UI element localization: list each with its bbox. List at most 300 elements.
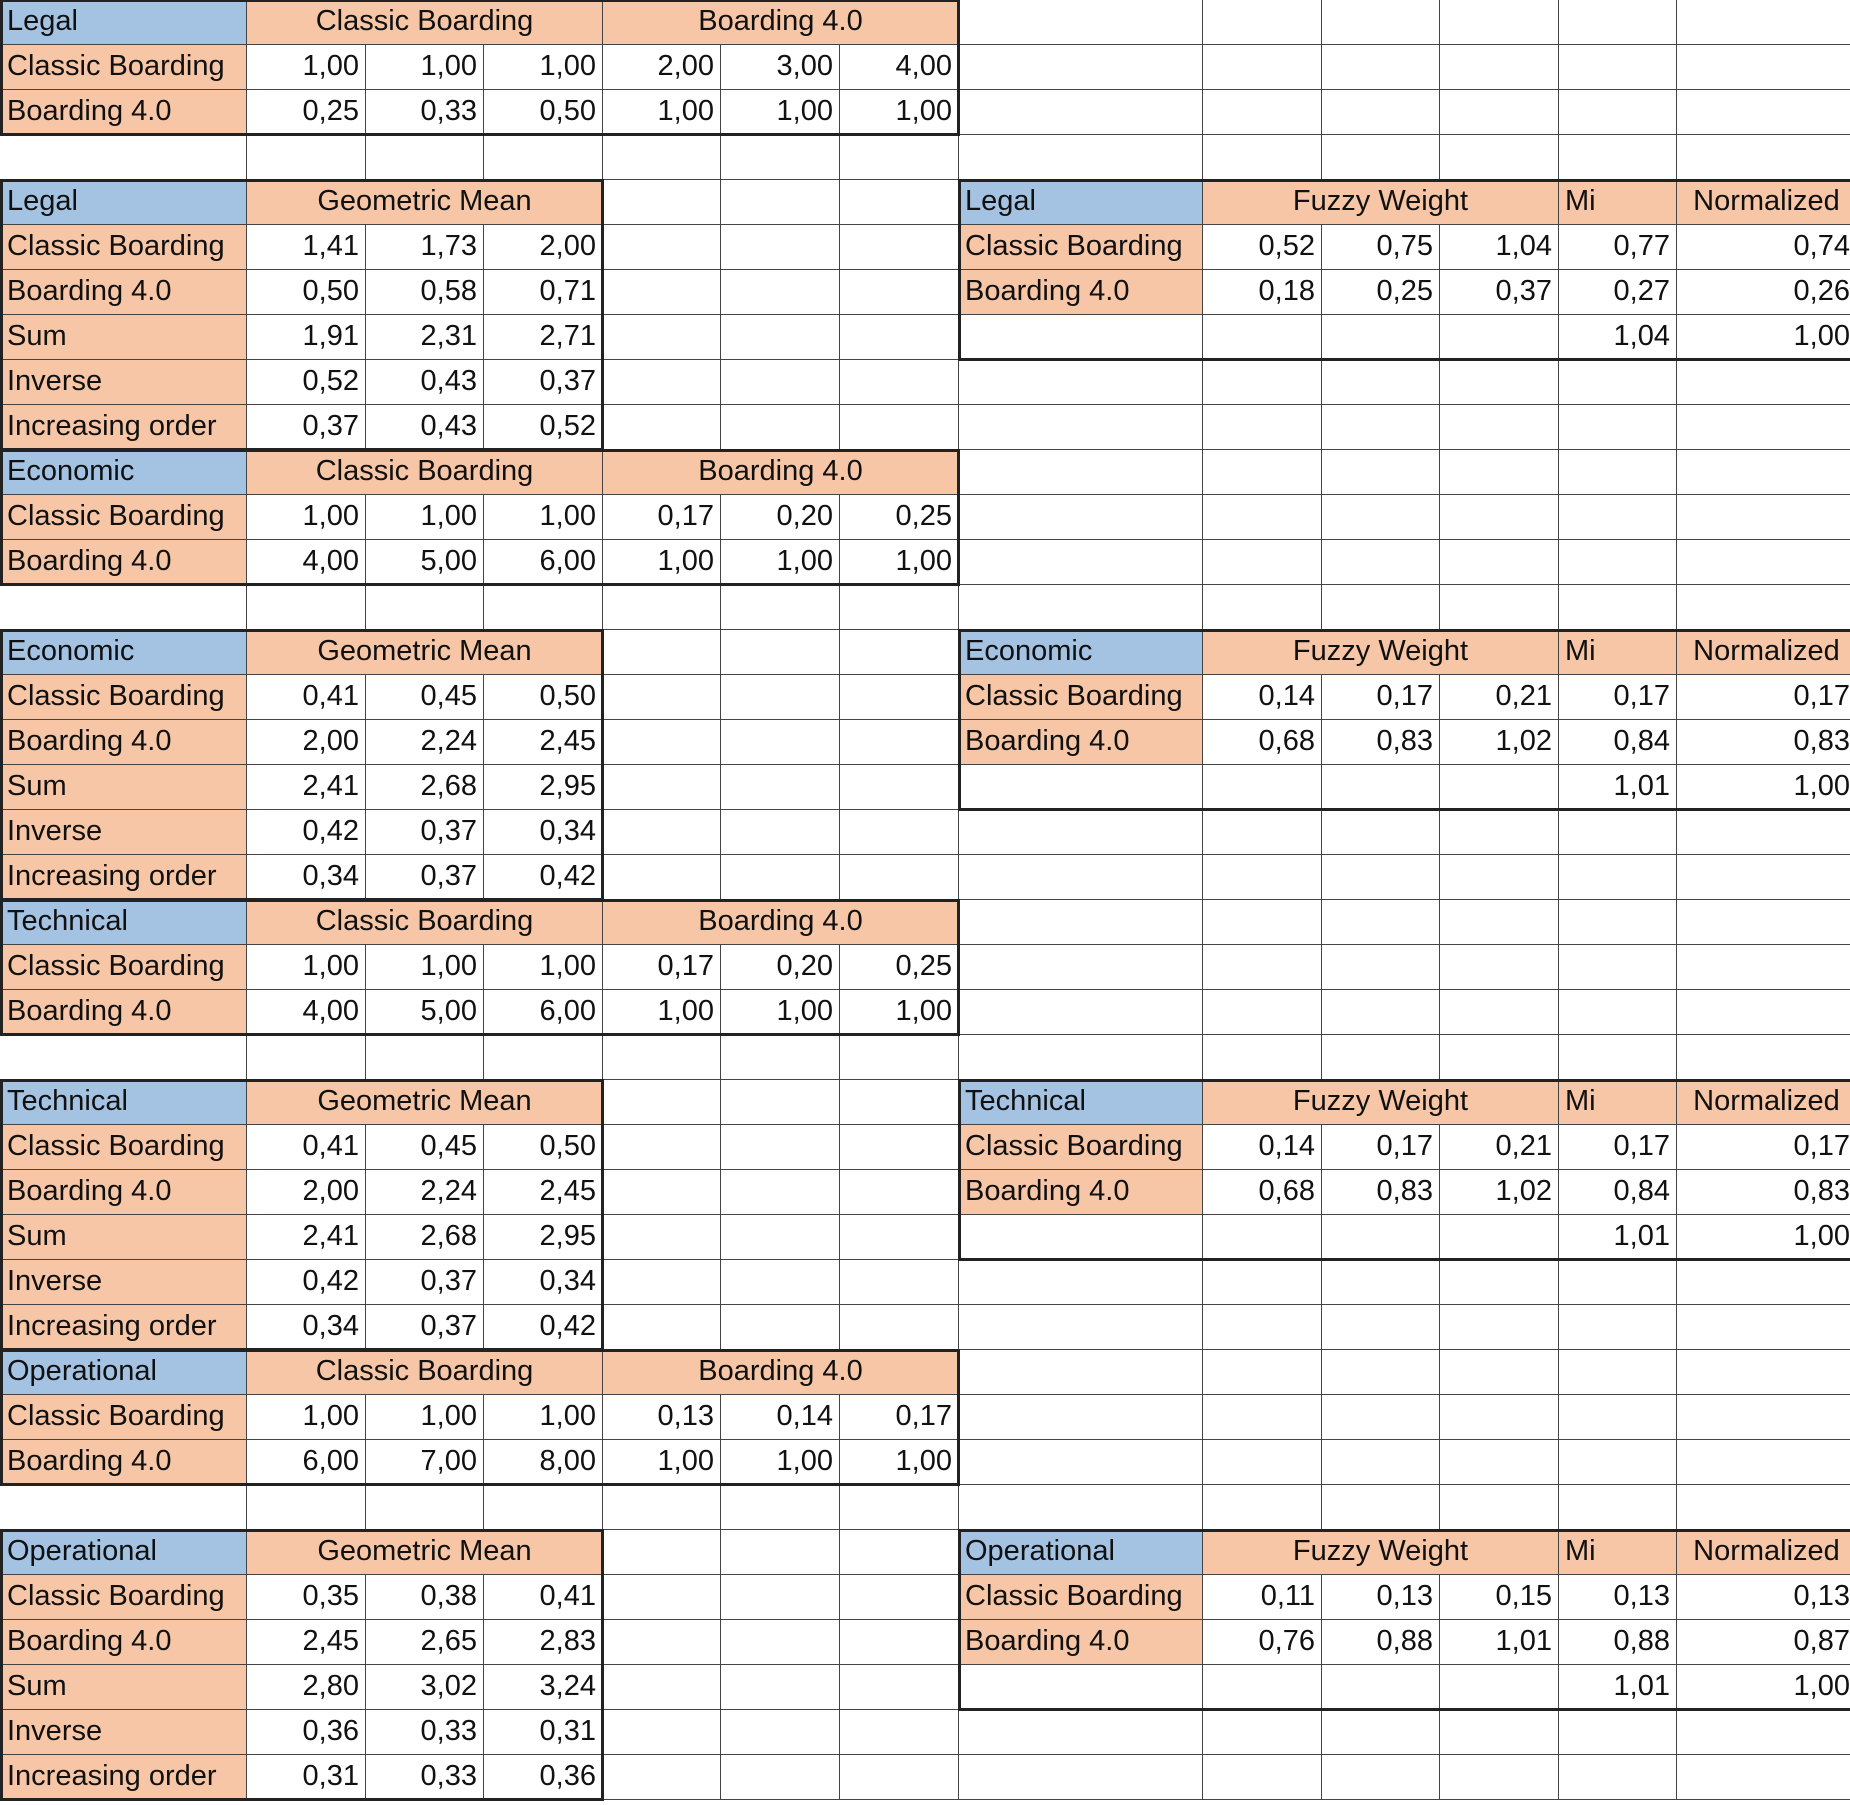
empty-cell[interactable]	[1322, 1395, 1440, 1440]
row-label[interactable]: Sum	[1, 1215, 247, 1260]
empty-cell[interactable]	[1203, 1440, 1322, 1485]
empty-cell[interactable]	[1322, 1665, 1440, 1710]
value-cell[interactable]: 0,33	[366, 1710, 484, 1755]
empty-cell[interactable]	[721, 1260, 840, 1305]
value-cell[interactable]: 0,17	[1322, 675, 1440, 720]
row-label[interactable]: Sum	[1, 765, 247, 810]
value-cell[interactable]: 0,33	[366, 90, 484, 135]
row-label[interactable]: Boarding 4.0	[959, 1620, 1203, 1665]
value-cell[interactable]: 0,25	[247, 90, 366, 135]
empty-cell[interactable]	[840, 135, 959, 180]
empty-cell[interactable]	[1677, 450, 1850, 495]
column-header[interactable]: Classic Boarding	[247, 0, 603, 45]
value-cell[interactable]: 1,00	[366, 1395, 484, 1440]
empty-cell[interactable]	[247, 1485, 366, 1530]
empty-cell[interactable]	[1322, 1485, 1440, 1530]
empty-cell[interactable]	[1322, 765, 1440, 810]
empty-cell[interactable]	[721, 675, 840, 720]
value-cell[interactable]: 0,50	[247, 270, 366, 315]
empty-cell[interactable]	[1559, 1305, 1677, 1350]
value-cell[interactable]: 0,88	[1559, 1620, 1677, 1665]
row-label[interactable]: Boarding 4.0	[1, 1170, 247, 1215]
empty-cell[interactable]	[1203, 1665, 1322, 1710]
empty-cell[interactable]	[1677, 540, 1850, 585]
empty-cell[interactable]	[247, 1035, 366, 1080]
value-cell[interactable]: 1,00	[366, 45, 484, 90]
empty-cell[interactable]	[1440, 1440, 1559, 1485]
value-cell[interactable]: 0,25	[1322, 270, 1440, 315]
empty-cell[interactable]	[959, 585, 1203, 630]
column-header[interactable]: Geometric Mean	[247, 630, 603, 675]
empty-cell[interactable]	[1203, 1260, 1322, 1305]
column-header[interactable]: Normalized	[1677, 630, 1850, 675]
empty-cell[interactable]	[603, 360, 721, 405]
empty-cell[interactable]	[1322, 135, 1440, 180]
row-label[interactable]: Classic Boarding	[1, 1125, 247, 1170]
empty-cell[interactable]	[1440, 900, 1559, 945]
value-cell[interactable]: 5,00	[366, 990, 484, 1035]
empty-cell[interactable]	[366, 585, 484, 630]
value-cell[interactable]: 1,00	[721, 1440, 840, 1485]
empty-cell[interactable]	[1322, 585, 1440, 630]
empty-cell[interactable]	[1203, 1485, 1322, 1530]
value-cell[interactable]: 0,34	[247, 1305, 366, 1350]
empty-cell[interactable]	[1677, 810, 1850, 855]
value-cell[interactable]: 0,75	[1322, 225, 1440, 270]
column-header[interactable]: Mi	[1559, 630, 1677, 675]
empty-cell[interactable]	[959, 945, 1203, 990]
empty-cell[interactable]	[1322, 360, 1440, 405]
empty-cell[interactable]	[721, 1125, 840, 1170]
value-cell[interactable]: 2,24	[366, 1170, 484, 1215]
empty-cell[interactable]	[959, 990, 1203, 1035]
empty-cell[interactable]	[840, 1530, 959, 1575]
empty-cell[interactable]	[1322, 855, 1440, 900]
empty-cell[interactable]	[959, 1350, 1203, 1395]
empty-cell[interactable]	[959, 315, 1203, 360]
empty-cell[interactable]	[1440, 1350, 1559, 1395]
value-cell[interactable]: 1,00	[484, 945, 603, 990]
empty-cell[interactable]	[840, 270, 959, 315]
value-cell[interactable]: 0,31	[484, 1710, 603, 1755]
empty-cell[interactable]	[603, 630, 721, 675]
column-header[interactable]: Boarding 4.0	[603, 0, 959, 45]
row-label[interactable]: Classic Boarding	[1, 1575, 247, 1620]
value-cell[interactable]: 0,42	[484, 855, 603, 900]
value-cell[interactable]: 1,00	[721, 540, 840, 585]
empty-cell[interactable]	[840, 630, 959, 675]
value-cell[interactable]: 0,26	[1677, 270, 1850, 315]
empty-cell[interactable]	[1559, 360, 1677, 405]
empty-cell[interactable]	[1203, 945, 1322, 990]
value-cell[interactable]: 3,02	[366, 1665, 484, 1710]
value-cell[interactable]: 2,68	[366, 1215, 484, 1260]
empty-cell[interactable]	[959, 495, 1203, 540]
empty-cell[interactable]	[1440, 855, 1559, 900]
row-label[interactable]: Classic Boarding	[959, 1575, 1203, 1620]
empty-cell[interactable]	[1322, 1350, 1440, 1395]
value-cell[interactable]: 5,00	[366, 540, 484, 585]
value-cell[interactable]: 2,00	[603, 45, 721, 90]
empty-cell[interactable]	[721, 1080, 840, 1125]
empty-cell[interactable]	[1677, 855, 1850, 900]
value-cell[interactable]: 0,27	[1559, 270, 1677, 315]
empty-cell[interactable]	[1203, 1395, 1322, 1440]
empty-cell[interactable]	[603, 675, 721, 720]
empty-cell[interactable]	[1677, 90, 1850, 135]
empty-cell[interactable]	[603, 1305, 721, 1350]
empty-cell[interactable]	[721, 1305, 840, 1350]
column-header[interactable]: Boarding 4.0	[603, 900, 959, 945]
criterion-label[interactable]: Economic	[1, 450, 247, 495]
empty-cell[interactable]	[603, 180, 721, 225]
value-cell[interactable]: 6,00	[484, 990, 603, 1035]
column-header[interactable]: Normalized	[1677, 180, 1850, 225]
value-cell[interactable]: 0,25	[840, 495, 959, 540]
value-cell[interactable]: 4,00	[840, 45, 959, 90]
value-cell[interactable]: 0,17	[840, 1395, 959, 1440]
empty-cell[interactable]	[721, 1620, 840, 1665]
row-label[interactable]: Classic Boarding	[1, 945, 247, 990]
row-label[interactable]: Classic Boarding	[1, 45, 247, 90]
empty-cell[interactable]	[1322, 1755, 1440, 1800]
empty-cell[interactable]	[1440, 0, 1559, 45]
criterion-label[interactable]: Legal	[1, 0, 247, 45]
empty-cell[interactable]	[1203, 855, 1322, 900]
column-header[interactable]: Classic Boarding	[247, 450, 603, 495]
value-cell[interactable]: 0,18	[1203, 270, 1322, 315]
empty-cell[interactable]	[1677, 1755, 1850, 1800]
value-cell[interactable]: 0,83	[1677, 720, 1850, 765]
empty-cell[interactable]	[1322, 900, 1440, 945]
value-cell[interactable]: 1,00	[366, 495, 484, 540]
empty-cell[interactable]	[1440, 1665, 1559, 1710]
value-cell[interactable]: 0,17	[1322, 1125, 1440, 1170]
row-label[interactable]: Classic Boarding	[959, 675, 1203, 720]
criterion-label[interactable]: Technical	[1, 1080, 247, 1125]
empty-cell[interactable]	[603, 1710, 721, 1755]
empty-cell[interactable]	[959, 1260, 1203, 1305]
empty-cell[interactable]	[1203, 315, 1322, 360]
value-cell[interactable]: 4,00	[247, 990, 366, 1035]
value-cell[interactable]: 2,65	[366, 1620, 484, 1665]
value-cell[interactable]: 0,43	[366, 405, 484, 450]
value-cell[interactable]: 1,00	[840, 990, 959, 1035]
empty-cell[interactable]	[1440, 1485, 1559, 1530]
empty-cell[interactable]	[721, 855, 840, 900]
empty-cell[interactable]	[1440, 1395, 1559, 1440]
empty-cell[interactable]	[1203, 990, 1322, 1035]
empty-cell[interactable]	[1440, 405, 1559, 450]
empty-cell[interactable]	[840, 1305, 959, 1350]
empty-cell[interactable]	[721, 810, 840, 855]
value-cell[interactable]: 0,17	[1559, 675, 1677, 720]
value-cell[interactable]: 2,95	[484, 1215, 603, 1260]
row-label[interactable]: Classic Boarding	[1, 1395, 247, 1440]
column-header[interactable]: Mi	[1559, 1080, 1677, 1125]
empty-cell[interactable]	[721, 225, 840, 270]
empty-cell[interactable]	[1677, 1350, 1850, 1395]
empty-cell[interactable]	[1322, 1260, 1440, 1305]
row-label[interactable]: Boarding 4.0	[959, 270, 1203, 315]
empty-cell[interactable]	[1440, 1755, 1559, 1800]
empty-cell[interactable]	[1559, 1260, 1677, 1305]
empty-cell[interactable]	[603, 1530, 721, 1575]
empty-cell[interactable]	[1677, 1395, 1850, 1440]
total-cell[interactable]: 1,01	[1559, 1215, 1677, 1260]
empty-cell[interactable]	[1203, 1350, 1322, 1395]
value-cell[interactable]: 0,34	[247, 855, 366, 900]
row-label[interactable]: Classic Boarding	[959, 225, 1203, 270]
empty-cell[interactable]	[1322, 540, 1440, 585]
value-cell[interactable]: 0,35	[247, 1575, 366, 1620]
value-cell[interactable]: 0,50	[484, 1125, 603, 1170]
empty-cell[interactable]	[721, 1755, 840, 1800]
value-cell[interactable]: 0,74	[1677, 225, 1850, 270]
row-label[interactable]: Boarding 4.0	[959, 1170, 1203, 1215]
empty-cell[interactable]	[959, 810, 1203, 855]
empty-cell[interactable]	[959, 135, 1203, 180]
empty-cell[interactable]	[1203, 405, 1322, 450]
empty-cell[interactable]	[1677, 900, 1850, 945]
value-cell[interactable]: 0,42	[247, 1260, 366, 1305]
empty-cell[interactable]	[840, 1260, 959, 1305]
row-label[interactable]: Boarding 4.0	[1, 990, 247, 1035]
value-cell[interactable]: 0,52	[484, 405, 603, 450]
value-cell[interactable]: 2,83	[484, 1620, 603, 1665]
value-cell[interactable]: 2,00	[247, 1170, 366, 1215]
empty-cell[interactable]	[247, 135, 366, 180]
criterion-label[interactable]: Legal	[1, 180, 247, 225]
empty-cell[interactable]	[1322, 315, 1440, 360]
value-cell[interactable]: 0,37	[366, 810, 484, 855]
value-cell[interactable]: 0,42	[247, 810, 366, 855]
empty-cell[interactable]	[484, 1485, 603, 1530]
value-cell[interactable]: 0,17	[1677, 1125, 1850, 1170]
value-cell[interactable]: 1,00	[366, 945, 484, 990]
empty-cell[interactable]	[1677, 360, 1850, 405]
empty-cell[interactable]	[1677, 1305, 1850, 1350]
column-header[interactable]: Fuzzy Weight	[1203, 1080, 1559, 1125]
empty-cell[interactable]	[840, 1755, 959, 1800]
empty-cell[interactable]	[959, 1755, 1203, 1800]
empty-cell[interactable]	[1203, 1305, 1322, 1350]
empty-cell[interactable]	[1559, 90, 1677, 135]
empty-cell[interactable]	[603, 1035, 721, 1080]
empty-cell[interactable]	[1203, 0, 1322, 45]
value-cell[interactable]: 0,31	[247, 1755, 366, 1800]
row-label[interactable]: Boarding 4.0	[1, 270, 247, 315]
empty-cell[interactable]	[1322, 495, 1440, 540]
value-cell[interactable]: 1,00	[247, 495, 366, 540]
empty-cell[interactable]	[959, 1665, 1203, 1710]
row-label[interactable]: Inverse	[1, 810, 247, 855]
value-cell[interactable]: 6,00	[484, 540, 603, 585]
total-cell[interactable]: 1,00	[1677, 1215, 1850, 1260]
value-cell[interactable]: 2,00	[247, 720, 366, 765]
value-cell[interactable]: 0,84	[1559, 1170, 1677, 1215]
empty-cell[interactable]	[959, 1305, 1203, 1350]
empty-cell[interactable]	[1322, 0, 1440, 45]
empty-cell[interactable]	[721, 765, 840, 810]
empty-cell[interactable]	[959, 765, 1203, 810]
empty-cell[interactable]	[1203, 585, 1322, 630]
value-cell[interactable]: 0,41	[247, 675, 366, 720]
value-cell[interactable]: 2,31	[366, 315, 484, 360]
value-cell[interactable]: 0,34	[484, 810, 603, 855]
empty-cell[interactable]	[603, 1260, 721, 1305]
column-header[interactable]: Classic Boarding	[247, 900, 603, 945]
empty-cell[interactable]	[721, 1035, 840, 1080]
row-label[interactable]: Boarding 4.0	[1, 1620, 247, 1665]
empty-cell[interactable]	[1677, 1260, 1850, 1305]
value-cell[interactable]: 2,68	[366, 765, 484, 810]
value-cell[interactable]: 0,17	[1677, 675, 1850, 720]
value-cell[interactable]: 2,80	[247, 1665, 366, 1710]
row-label[interactable]: Inverse	[1, 1260, 247, 1305]
empty-cell[interactable]	[840, 1485, 959, 1530]
empty-cell[interactable]	[1440, 585, 1559, 630]
empty-cell[interactable]	[1559, 900, 1677, 945]
empty-cell[interactable]	[840, 855, 959, 900]
row-label[interactable]: Sum	[1, 315, 247, 360]
value-cell[interactable]: 1,73	[366, 225, 484, 270]
value-cell[interactable]: 1,00	[247, 1395, 366, 1440]
value-cell[interactable]: 2,00	[484, 225, 603, 270]
value-cell[interactable]: 6,00	[247, 1440, 366, 1485]
value-cell[interactable]: 0,37	[366, 855, 484, 900]
empty-cell[interactable]	[959, 90, 1203, 135]
value-cell[interactable]: 1,00	[840, 540, 959, 585]
value-cell[interactable]: 0,13	[1322, 1575, 1440, 1620]
row-label[interactable]: Classic Boarding	[1, 225, 247, 270]
empty-cell[interactable]	[1677, 495, 1850, 540]
value-cell[interactable]: 0,50	[484, 675, 603, 720]
empty-cell[interactable]	[1203, 45, 1322, 90]
value-cell[interactable]: 1,02	[1440, 720, 1559, 765]
empty-cell[interactable]	[1203, 135, 1322, 180]
empty-cell[interactable]	[1677, 945, 1850, 990]
value-cell[interactable]: 0,71	[484, 270, 603, 315]
empty-cell[interactable]	[1440, 315, 1559, 360]
empty-cell[interactable]	[1440, 1035, 1559, 1080]
value-cell[interactable]: 3,00	[721, 45, 840, 90]
empty-cell[interactable]	[840, 360, 959, 405]
empty-cell[interactable]	[840, 720, 959, 765]
value-cell[interactable]: 2,45	[484, 720, 603, 765]
empty-cell[interactable]	[721, 270, 840, 315]
row-label[interactable]: Boarding 4.0	[959, 720, 1203, 765]
row-label[interactable]: Classic Boarding	[1, 675, 247, 720]
empty-cell[interactable]	[721, 180, 840, 225]
empty-cell[interactable]	[1322, 1035, 1440, 1080]
value-cell[interactable]: 0,37	[366, 1305, 484, 1350]
empty-cell[interactable]	[840, 1710, 959, 1755]
value-cell[interactable]: 0,77	[1559, 225, 1677, 270]
empty-cell[interactable]	[1322, 450, 1440, 495]
empty-cell[interactable]	[959, 1215, 1203, 1260]
value-cell[interactable]: 0,20	[721, 945, 840, 990]
empty-cell[interactable]	[1559, 810, 1677, 855]
empty-cell[interactable]	[603, 225, 721, 270]
empty-cell[interactable]	[1440, 540, 1559, 585]
value-cell[interactable]: 0,13	[1559, 1575, 1677, 1620]
empty-cell[interactable]	[1559, 1710, 1677, 1755]
empty-cell[interactable]	[840, 810, 959, 855]
empty-cell[interactable]	[1559, 1440, 1677, 1485]
empty-cell[interactable]	[1203, 360, 1322, 405]
empty-cell[interactable]	[1203, 1755, 1322, 1800]
total-cell[interactable]: 1,00	[1677, 765, 1850, 810]
empty-cell[interactable]	[959, 1485, 1203, 1530]
empty-cell[interactable]	[1677, 405, 1850, 450]
row-label[interactable]: Boarding 4.0	[1, 1440, 247, 1485]
value-cell[interactable]: 3,24	[484, 1665, 603, 1710]
column-header[interactable]: Fuzzy Weight	[1203, 180, 1559, 225]
column-header[interactable]: Geometric Mean	[247, 1080, 603, 1125]
total-cell[interactable]: 1,00	[1677, 1665, 1850, 1710]
value-cell[interactable]: 0,87	[1677, 1620, 1850, 1665]
empty-cell[interactable]	[1440, 1215, 1559, 1260]
empty-cell[interactable]	[1677, 135, 1850, 180]
value-cell[interactable]: 1,00	[721, 90, 840, 135]
value-cell[interactable]: 2,45	[247, 1620, 366, 1665]
empty-cell[interactable]	[1322, 810, 1440, 855]
empty-cell[interactable]	[721, 1665, 840, 1710]
empty-cell[interactable]	[603, 1665, 721, 1710]
empty-cell[interactable]	[1559, 1035, 1677, 1080]
empty-cell[interactable]	[1440, 1305, 1559, 1350]
value-cell[interactable]: 1,01	[1440, 1620, 1559, 1665]
value-cell[interactable]: 0,25	[840, 945, 959, 990]
value-cell[interactable]: 0,34	[484, 1260, 603, 1305]
empty-cell[interactable]	[840, 405, 959, 450]
empty-cell[interactable]	[1203, 900, 1322, 945]
empty-cell[interactable]	[1203, 1710, 1322, 1755]
empty-cell[interactable]	[1440, 945, 1559, 990]
empty-cell[interactable]	[1559, 135, 1677, 180]
empty-cell[interactable]	[840, 585, 959, 630]
empty-cell[interactable]	[1322, 1710, 1440, 1755]
value-cell[interactable]: 0,14	[1203, 675, 1322, 720]
column-header[interactable]: Boarding 4.0	[603, 450, 959, 495]
row-label[interactable]: Inverse	[1, 360, 247, 405]
row-label[interactable]: Increasing order	[1, 1305, 247, 1350]
empty-cell[interactable]	[840, 1080, 959, 1125]
empty-cell[interactable]	[959, 1035, 1203, 1080]
empty-cell[interactable]	[959, 0, 1203, 45]
empty-cell[interactable]	[1, 1035, 247, 1080]
empty-cell[interactable]	[959, 45, 1203, 90]
value-cell[interactable]: 0,68	[1203, 720, 1322, 765]
empty-cell[interactable]	[1559, 0, 1677, 45]
empty-cell[interactable]	[721, 630, 840, 675]
empty-cell[interactable]	[603, 1575, 721, 1620]
value-cell[interactable]: 0,84	[1559, 720, 1677, 765]
value-cell[interactable]: 0,37	[366, 1260, 484, 1305]
empty-cell[interactable]	[959, 1440, 1203, 1485]
value-cell[interactable]: 0,33	[366, 1755, 484, 1800]
value-cell[interactable]: 0,17	[603, 945, 721, 990]
total-cell[interactable]: 1,04	[1559, 315, 1677, 360]
empty-cell[interactable]	[603, 1125, 721, 1170]
empty-cell[interactable]	[366, 1035, 484, 1080]
empty-cell[interactable]	[840, 315, 959, 360]
value-cell[interactable]: 0,36	[247, 1710, 366, 1755]
value-cell[interactable]: 1,00	[603, 990, 721, 1035]
value-cell[interactable]: 8,00	[484, 1440, 603, 1485]
empty-cell[interactable]	[1677, 990, 1850, 1035]
